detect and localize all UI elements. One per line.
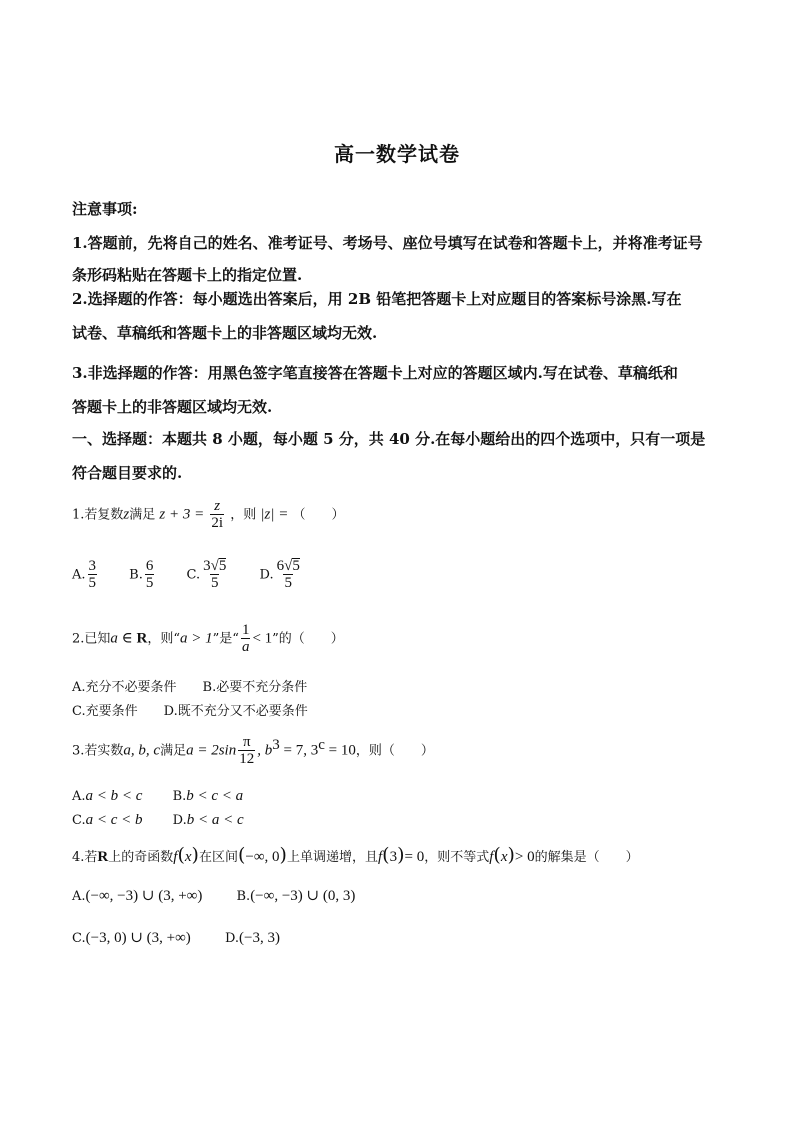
q2-fraction (241, 622, 251, 656)
q2-after: ，则“ (147, 631, 181, 647)
q4-a-label: A. (72, 889, 86, 904)
q4-b-expr: (−∞, −3) ∪ (0, 3) (250, 888, 356, 904)
notice-item3-line1: 3.非选择题的作答：用黑色签字笔直接答在答题卡上对应的答题区域内.写在试卷、草稿纸和 (72, 364, 678, 382)
question-3 (72, 734, 732, 768)
q4-c-expr: (−3, 0) ∪ (3, +∞) (85, 930, 191, 946)
q4-option-c (72, 928, 191, 947)
q4-prefix: 4.若 (72, 850, 98, 865)
q1-a-label: A. (72, 567, 86, 583)
q3-b-part: , b (257, 742, 273, 759)
q1-fraction (210, 498, 224, 532)
q3-lhs: a = 2sin (186, 742, 237, 759)
q2-option-d: D.既不充分又不必要条件 (163, 704, 308, 719)
q1-c-frac (202, 558, 227, 592)
q3-b-val: = 7, 3 (279, 742, 319, 759)
question-2 (72, 622, 732, 656)
q4-ineq: > 0 (514, 849, 535, 865)
q3-option-b (173, 788, 244, 805)
q1-abs: |z| = (260, 506, 289, 523)
q4-f3-close: ) (397, 844, 405, 866)
q4-int-open: ( (237, 844, 246, 866)
q4-paren-open: ( (177, 844, 185, 866)
q3-vars: a, b, c (123, 742, 161, 759)
q4-a-expr: (−∞, −3) ∪ (3, +∞) (85, 888, 203, 904)
q2-frac-num: 1 (241, 622, 250, 638)
q4-b-label: B. (236, 889, 251, 904)
q3-b-label: B. (172, 789, 187, 804)
q1-var-z: z (123, 506, 130, 523)
notice-item2-line2: 试卷、草稿纸和答题卡上的非答题区域均无效. (72, 324, 378, 342)
q3-c-expr: a < c < b (85, 812, 143, 828)
q4-f-ineq: f (489, 849, 494, 865)
section-heading-line2: 符合题目要求的. (72, 464, 183, 482)
q3-a-label: A. (72, 789, 86, 804)
q2-option-a: A.充分不必要条件 (72, 680, 177, 695)
notice-item1-line2: 条形码粘贴在答题卡上的指定位置. (72, 266, 303, 284)
q3-option-d (173, 812, 244, 829)
sqrt-sign-icon: √ (210, 558, 219, 574)
q3-options-row1 (72, 788, 732, 805)
q1-d-den: 5 (284, 575, 292, 591)
q1-d-frac (276, 558, 301, 592)
q3-d-label: D. (172, 813, 187, 828)
q3-option-a (72, 788, 142, 805)
q1-prefix: 1.若复数 (72, 507, 124, 523)
q4-option-a (72, 886, 202, 905)
q4-int-close: ) (279, 844, 287, 866)
q3-option-c (72, 812, 143, 829)
q1-blank: （ ） (292, 507, 345, 523)
q2-options-row2 (72, 700, 732, 719)
q1-c-coef: 3 (203, 558, 211, 574)
q2-p: a > 1 (180, 630, 213, 647)
q2-rhs: < 1 (252, 630, 273, 647)
q4-t2: 在区间 (198, 850, 238, 865)
q1-b-label: B. (129, 567, 143, 583)
notice-item3-line2: 答题卡上的非答题区域均无效. (72, 398, 273, 416)
q1-frac-den: 2i (211, 515, 224, 531)
q3-mid: 满足 (160, 743, 187, 759)
q1-d-sqrt (284, 558, 300, 574)
q1-option-d (260, 558, 303, 592)
q1-after: ，则 (230, 507, 257, 523)
q4-f3: f (377, 849, 383, 865)
q1-a-den: 5 (88, 575, 97, 591)
q3-fraction (238, 734, 255, 768)
q1-options (72, 558, 732, 592)
q4-t3: 上单调递增，且 (286, 850, 378, 865)
q1-b-den: 5 (145, 575, 154, 591)
q4-d-label: D. (224, 931, 240, 946)
q3-c-val: = 10 (324, 742, 356, 759)
q4-option-d (225, 930, 280, 947)
q4-options-row2 (72, 928, 732, 947)
section-heading-line1: 一、选择题：本题共 8 小题，每小题 5 分，共 40 分.在每小题给出的四个选项中，只有一项是 (72, 430, 706, 448)
q1-c-radicand: 5 (218, 558, 227, 574)
q4-c-label: C. (72, 931, 86, 946)
q3-end: ，则（ ） (355, 743, 434, 759)
q4-f: f (173, 849, 178, 865)
q1-b-frac (145, 558, 155, 592)
q3-a-expr: a < b < c (85, 788, 143, 804)
sqrt-sign-icon: √ (284, 558, 293, 574)
q1-a-frac (88, 558, 98, 592)
q4-x-ineq: x (500, 849, 508, 865)
q1-lhs: z + 3 = (159, 506, 205, 523)
q2-prefix: 2.已知 (72, 631, 111, 647)
notice-heading: 注意事项: (72, 200, 138, 218)
page-title: 高一数学试卷 (334, 142, 460, 166)
q4-eq0: = 0 (404, 849, 425, 865)
q2-cond: a ∈ (110, 630, 137, 647)
q1-c-den: 5 (210, 575, 219, 591)
q4-t4: ，则不等式 (424, 850, 490, 865)
q4-t5: 的解集是（ ） (534, 850, 639, 865)
q3-c-exp: c (318, 737, 325, 754)
q1-c-num (202, 558, 227, 574)
q1-b-num: 6 (145, 558, 154, 574)
q3-prefix: 3.若实数 (72, 743, 124, 759)
q1-option-b (129, 558, 156, 592)
q3-d-expr: b < a < c (186, 812, 244, 828)
q4-option-b (237, 886, 356, 905)
q2-real-set: R (136, 630, 148, 647)
notice-item2-line1: 2.选择题的作答：每小题选出答案后，用 2B 铅笔把答题卡上对应题目的答案标号涂黑.写在 (72, 290, 682, 308)
q4-ineq-close: ) (507, 844, 515, 866)
q3-frac-den: 12 (239, 751, 255, 767)
q1-c-label: C. (186, 567, 201, 583)
question-1 (72, 498, 732, 532)
q3-frac-num: π (242, 734, 251, 750)
q1-option-a (72, 558, 99, 592)
q1-c-sqrt (211, 558, 227, 574)
q4-d-expr: (−3, 3) (239, 930, 280, 946)
q1-d-label: D. (259, 567, 274, 583)
question-4 (72, 844, 732, 866)
q1-mid: 满足 (129, 507, 156, 523)
q1-frac-num: z (214, 498, 221, 514)
q4-f3-open: ( (382, 844, 390, 866)
q4-x: x (184, 849, 192, 865)
q4-t1: 上的奇函数 (108, 850, 174, 865)
q2-end: ”的（ ） (272, 631, 344, 647)
q4-options-row1 (72, 886, 732, 905)
q4-interval: −∞, 0 (245, 849, 280, 865)
q2-option-c: C.充要条件 (72, 704, 138, 719)
q4-real-set: R (97, 849, 109, 865)
q1-a-num: 3 (88, 558, 97, 574)
q1-d-radicand: 5 (292, 558, 300, 574)
q4-paren-close: ) (191, 844, 199, 866)
notice-item1-line1: 1.答题前，先将自己的姓名、准考证号、考场号、座位号填写在试卷和答题卡上，并将准考证号 (72, 234, 703, 252)
q2-frac-den: a (241, 639, 250, 655)
q2-options-row1 (72, 676, 732, 695)
q3-options-row2 (72, 812, 732, 829)
q4-ineq-open: ( (493, 844, 501, 866)
q3-b-expr: b < c < a (186, 788, 244, 804)
q1-d-coef: 6 (276, 558, 285, 574)
q1-option-c (187, 558, 230, 592)
q2-mid: ”是“ (212, 631, 239, 647)
q4-three: 3 (389, 849, 398, 865)
q2-option-b: B.必要不充分条件 (202, 680, 308, 695)
q1-d-num (276, 558, 301, 574)
q3-b-exp: 3 (272, 737, 280, 754)
q3-c-label: C. (72, 813, 86, 828)
